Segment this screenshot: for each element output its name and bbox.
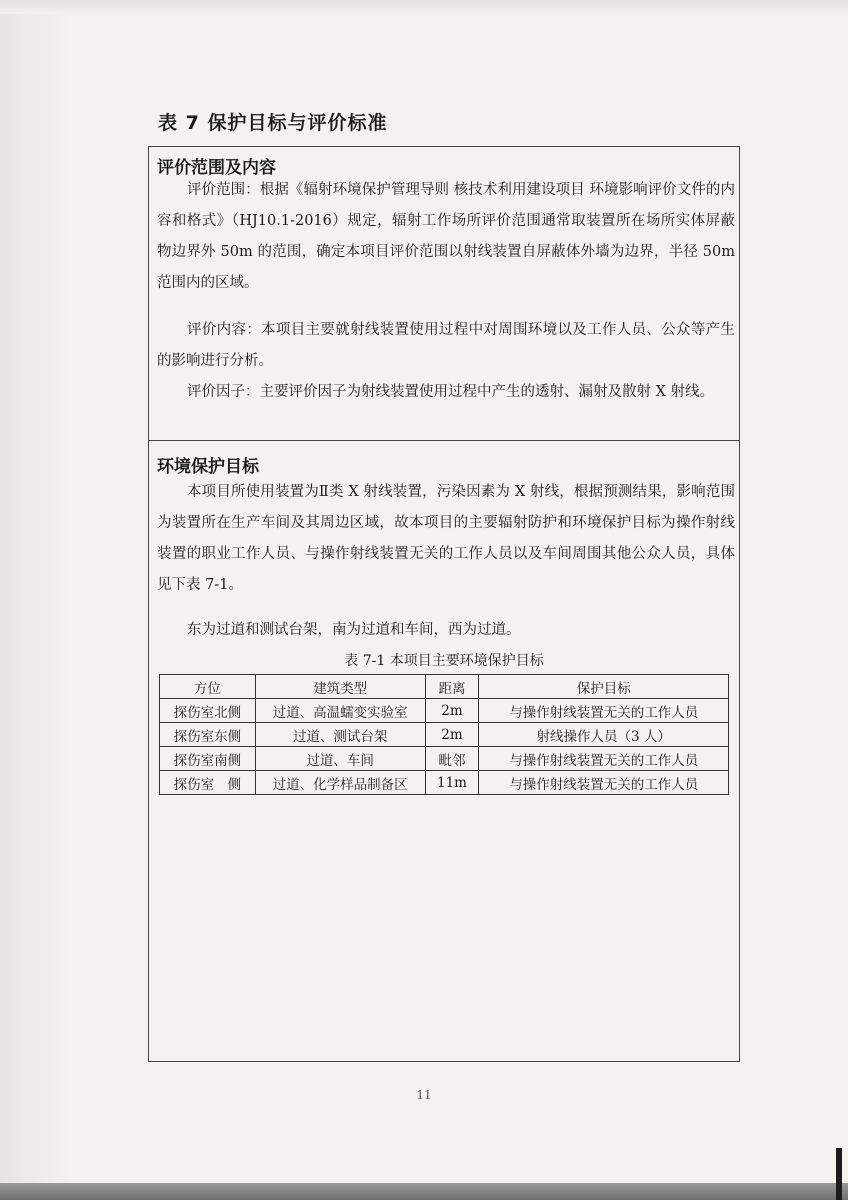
cell-direction: 探伤室 侧 <box>160 771 256 795</box>
table-header-row <box>160 675 729 699</box>
cell-building-type: 过道、化学样品制备区 <box>255 771 425 795</box>
cell-protection-target: 与操作射线装置无关的工作人员 <box>479 699 729 723</box>
table-row <box>160 747 729 771</box>
scope-heading: 评价范围及内容 <box>157 158 276 178</box>
cell-protection-target: 与操作射线装置无关的工作人员 <box>479 747 729 771</box>
scope-range-paragraph: 评价范围：根据《辐射环境保护管理导则 核技术利用建设项目 环境影响评价文件的内容和格式》（HJ10.1-2016）规定，辐射工作场所评价范围通常取装置所在场所实体屏蔽物边界外 50m 的范围，确定本项目评价范围以射线装置自屏蔽体外墙为边界，半径 50m 范围内的区域。 <box>157 182 735 291</box>
scan-bottom-bar <box>0 1183 848 1200</box>
cell-building-type: 过道、高温蠕变实验室 <box>255 699 425 723</box>
cell-direction: 探伤室南侧 <box>160 747 256 771</box>
section-title: 表 7 保护目标与评价标准 <box>158 112 388 134</box>
targets-heading: 环境保护目标 <box>157 457 259 477</box>
cell-distance: 毗邻 <box>425 747 479 771</box>
cell-distance: 2m <box>425 699 479 723</box>
scan-edge-left <box>0 0 70 1200</box>
table-row <box>160 699 729 723</box>
targets-direction-paragraph: 东为过道和测试台架，南为过道和车间，西为过道。 <box>187 622 521 638</box>
targets-description-paragraph: 本项目所使用装置为Ⅱ类 X 射线装置，污染因素为 X 射线，根据预测结果，影响范围为装置所在生产车间及其周边区域，故本项目的主要辐射防护和环境保护目标为操作射线装置的职业工作人员、与操作射线装置无关的工作人员以及车间周围其他公众人员，具体见下表 7-1。 <box>157 484 735 593</box>
content-frame <box>148 146 740 1062</box>
cell-protection-target: 射线操作人员（3 人） <box>479 723 729 747</box>
header-protection-target: 保护目标 <box>479 675 729 699</box>
scope-factor-paragraph: 评价因子：主要评价因子为射线装置使用过程中产生的透射、漏射及散射 X 射线。 <box>187 384 715 400</box>
header-direction: 方位 <box>160 675 256 699</box>
cell-direction: 探伤室北侧 <box>160 699 256 723</box>
cell-distance: 2m <box>425 723 479 747</box>
cell-direction: 探伤室东侧 <box>160 723 256 747</box>
cell-protection-target: 与操作射线装置无关的工作人员 <box>479 771 729 795</box>
scan-edge-top <box>0 0 848 14</box>
section-divider <box>149 440 739 441</box>
header-building-type: 建筑类型 <box>255 675 425 699</box>
table-row <box>160 723 729 747</box>
cell-building-type: 过道、测试台架 <box>255 723 425 747</box>
scan-right-mark <box>836 1148 842 1200</box>
cell-distance: 11m <box>425 771 479 795</box>
header-distance: 距离 <box>425 675 479 699</box>
table-caption: 表 7-1 本项目主要环境保护目标 <box>344 653 544 669</box>
page-number: 11 <box>416 1088 432 1102</box>
protection-targets-table <box>159 674 729 795</box>
scope-content-paragraph: 评价内容：本项目主要就射线装置使用过程中对周围环境以及工作人员、公众等产生的影响进行分析。 <box>157 322 735 369</box>
table-row <box>160 771 729 795</box>
cell-building-type: 过道、车间 <box>255 747 425 771</box>
